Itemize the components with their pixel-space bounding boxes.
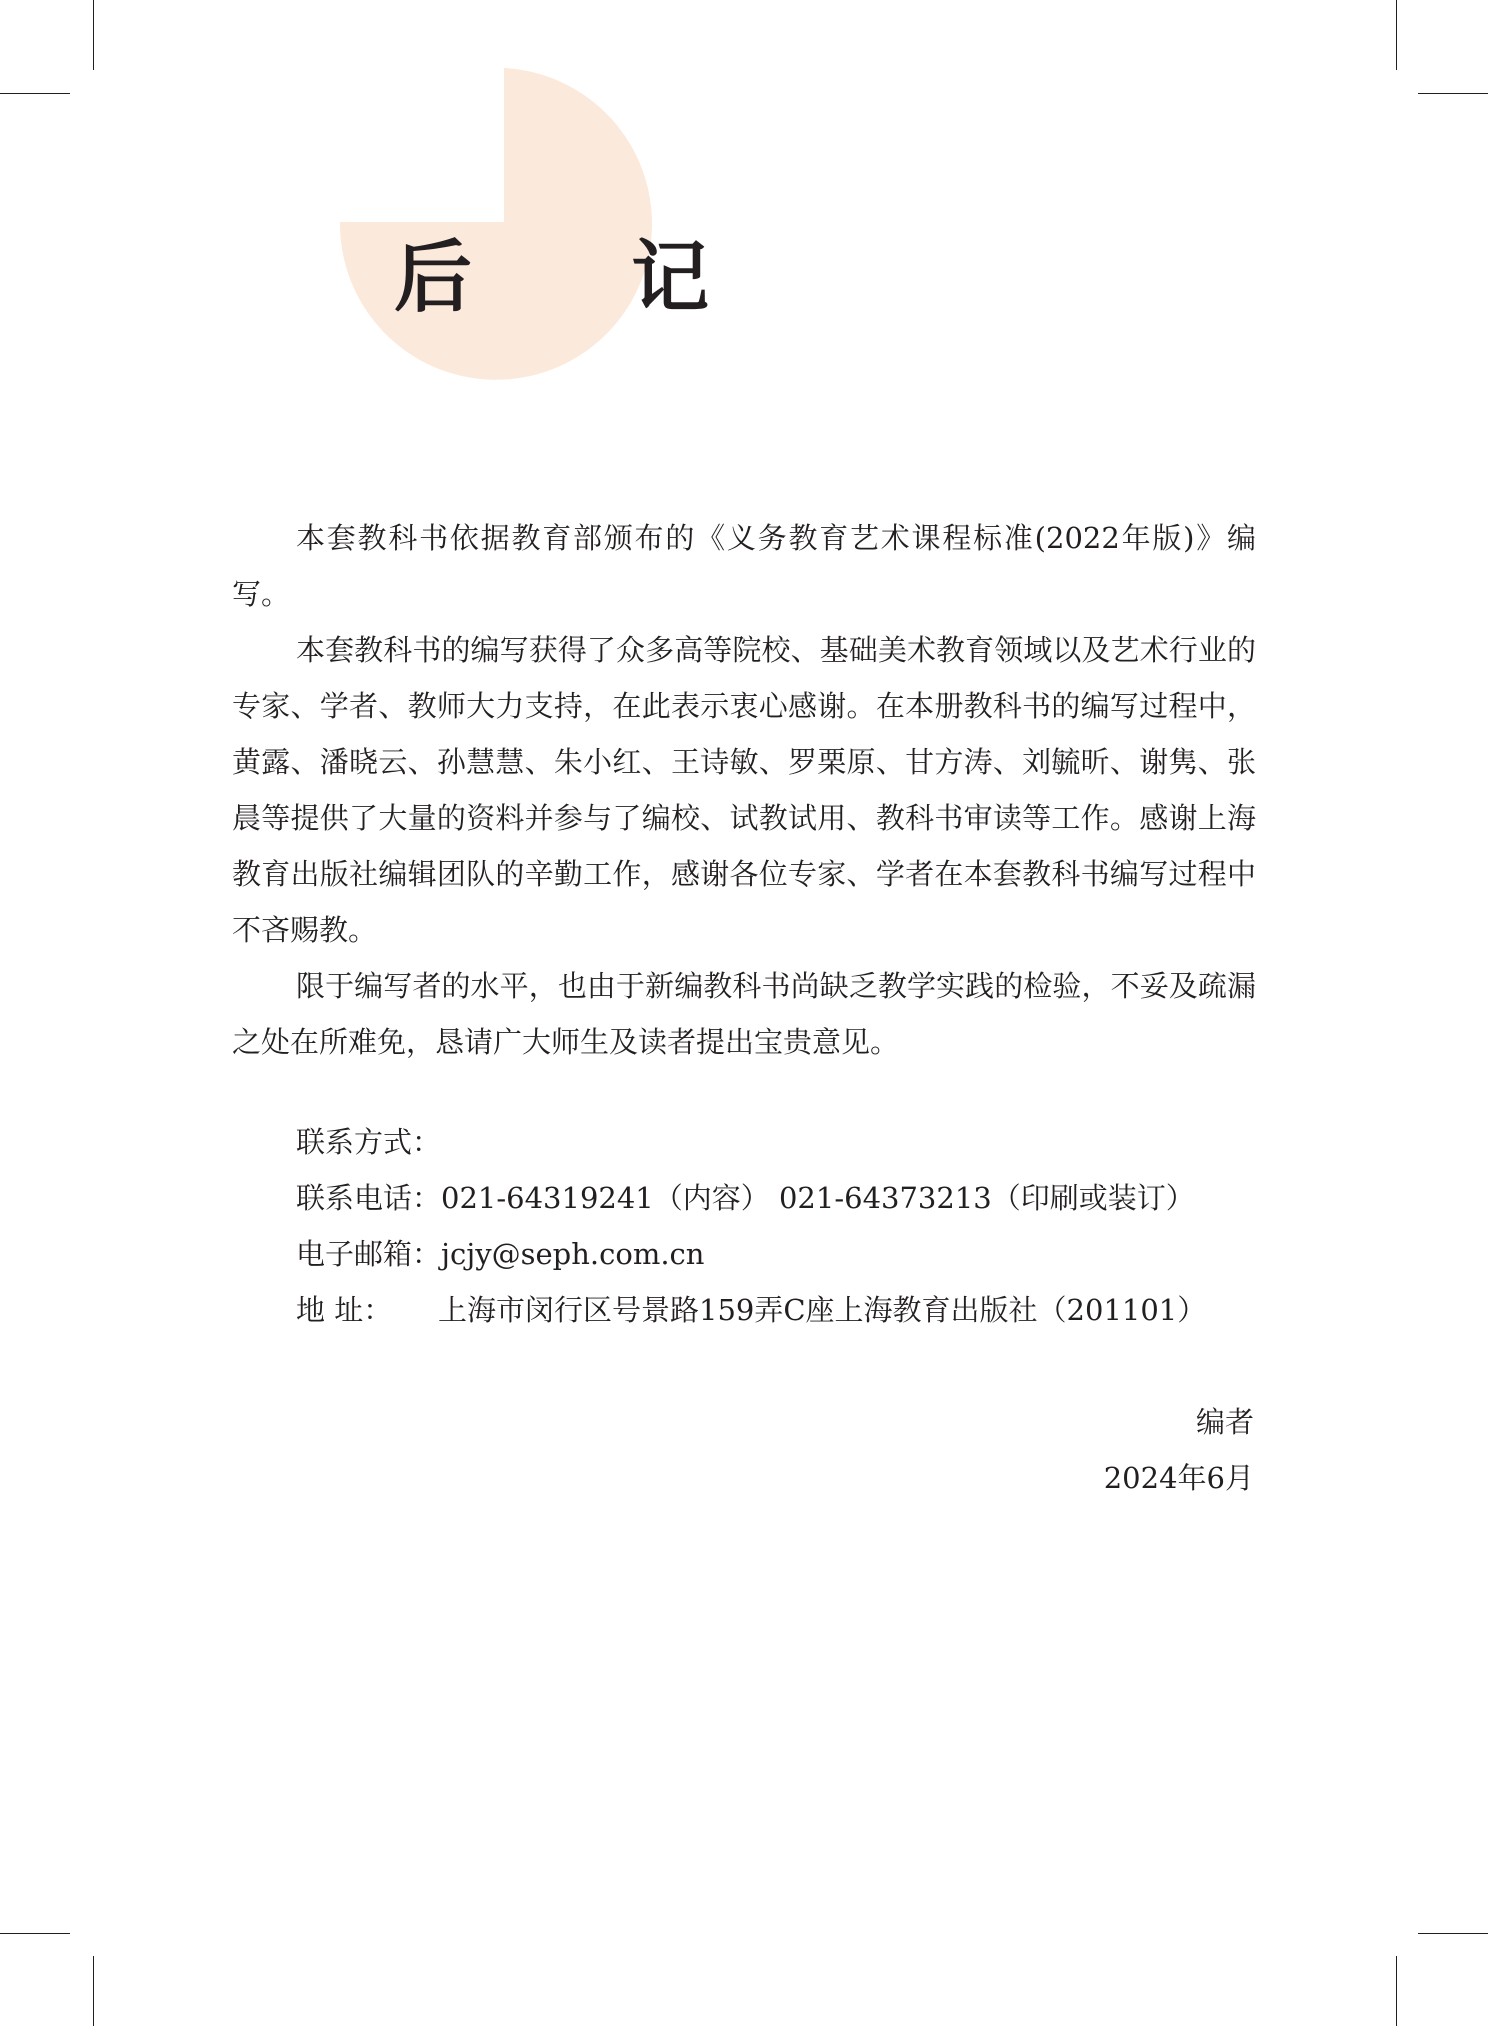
crop-mark-bottom-left-vertical [93, 1956, 94, 2026]
contact-email: 电子邮箱：jcjy@seph.com.cn [296, 1237, 705, 1271]
signoff-author: 编者 [1195, 1405, 1254, 1439]
page-title: 后 记 [394, 232, 776, 323]
contact-heading: 联系方式： [296, 1125, 442, 1159]
contact-address-line [296, 1282, 1206, 1338]
address-label: 地 址： [296, 1293, 393, 1327]
paragraph-3: 限于编写者的水平，也由于新编教科书尚缺乏教学实践的检验，不妥及疏漏之处在所难免，恳请广大师生及读者提出宝贵意见。 [232, 969, 1256, 1059]
contact-phone: 联系电话：021-64319241（内容） 021-64373213（印刷或装订） [296, 1181, 1195, 1215]
body-text [232, 510, 1256, 1070]
crop-mark-top-right-horizontal [1418, 93, 1488, 94]
paragraph-1: 本套教科书依据教育部颁布的《义务教育艺术课程标准(2022年版)》编写。 [232, 521, 1256, 611]
contact-block [296, 1114, 1206, 1338]
crop-mark-bottom-left-horizontal [0, 1933, 70, 1934]
contact-address: 上海市闵行区号景路159弄C座上海教育出版社（201101） [438, 1293, 1207, 1327]
crop-mark-top-right-vertical [1396, 0, 1397, 70]
crop-mark-top-left-horizontal [0, 93, 70, 94]
signoff-date: 2024年6月 [1103, 1461, 1254, 1495]
signoff [1104, 1394, 1254, 1506]
crop-mark-top-left-vertical [93, 0, 94, 70]
title-decoration-fill [340, 68, 652, 380]
crop-mark-bottom-right-vertical [1396, 1956, 1397, 2026]
paragraph-2: 本套教科书的编写获得了众多高等院校、基础美术教育领域以及艺术行业的专家、学者、教师大力支持，在此表示衷心感谢。在本册教科书的编写过程中，黄露、潘晓云、孙慧慧、朱小红、王诗敏、罗栗原、甘方涛、刘毓昕、谢隽、张晨等提供了大量的资料并参与了编校、试教试用、教科书审读等工作。感谢上海教育出版社编辑团队的辛勤工作，感谢各位专家、学者在本套教科书编写过程中不吝赐教。 [232, 633, 1256, 947]
title-decoration-shape [340, 68, 670, 380]
crop-mark-bottom-right-horizontal [1418, 1933, 1488, 1934]
